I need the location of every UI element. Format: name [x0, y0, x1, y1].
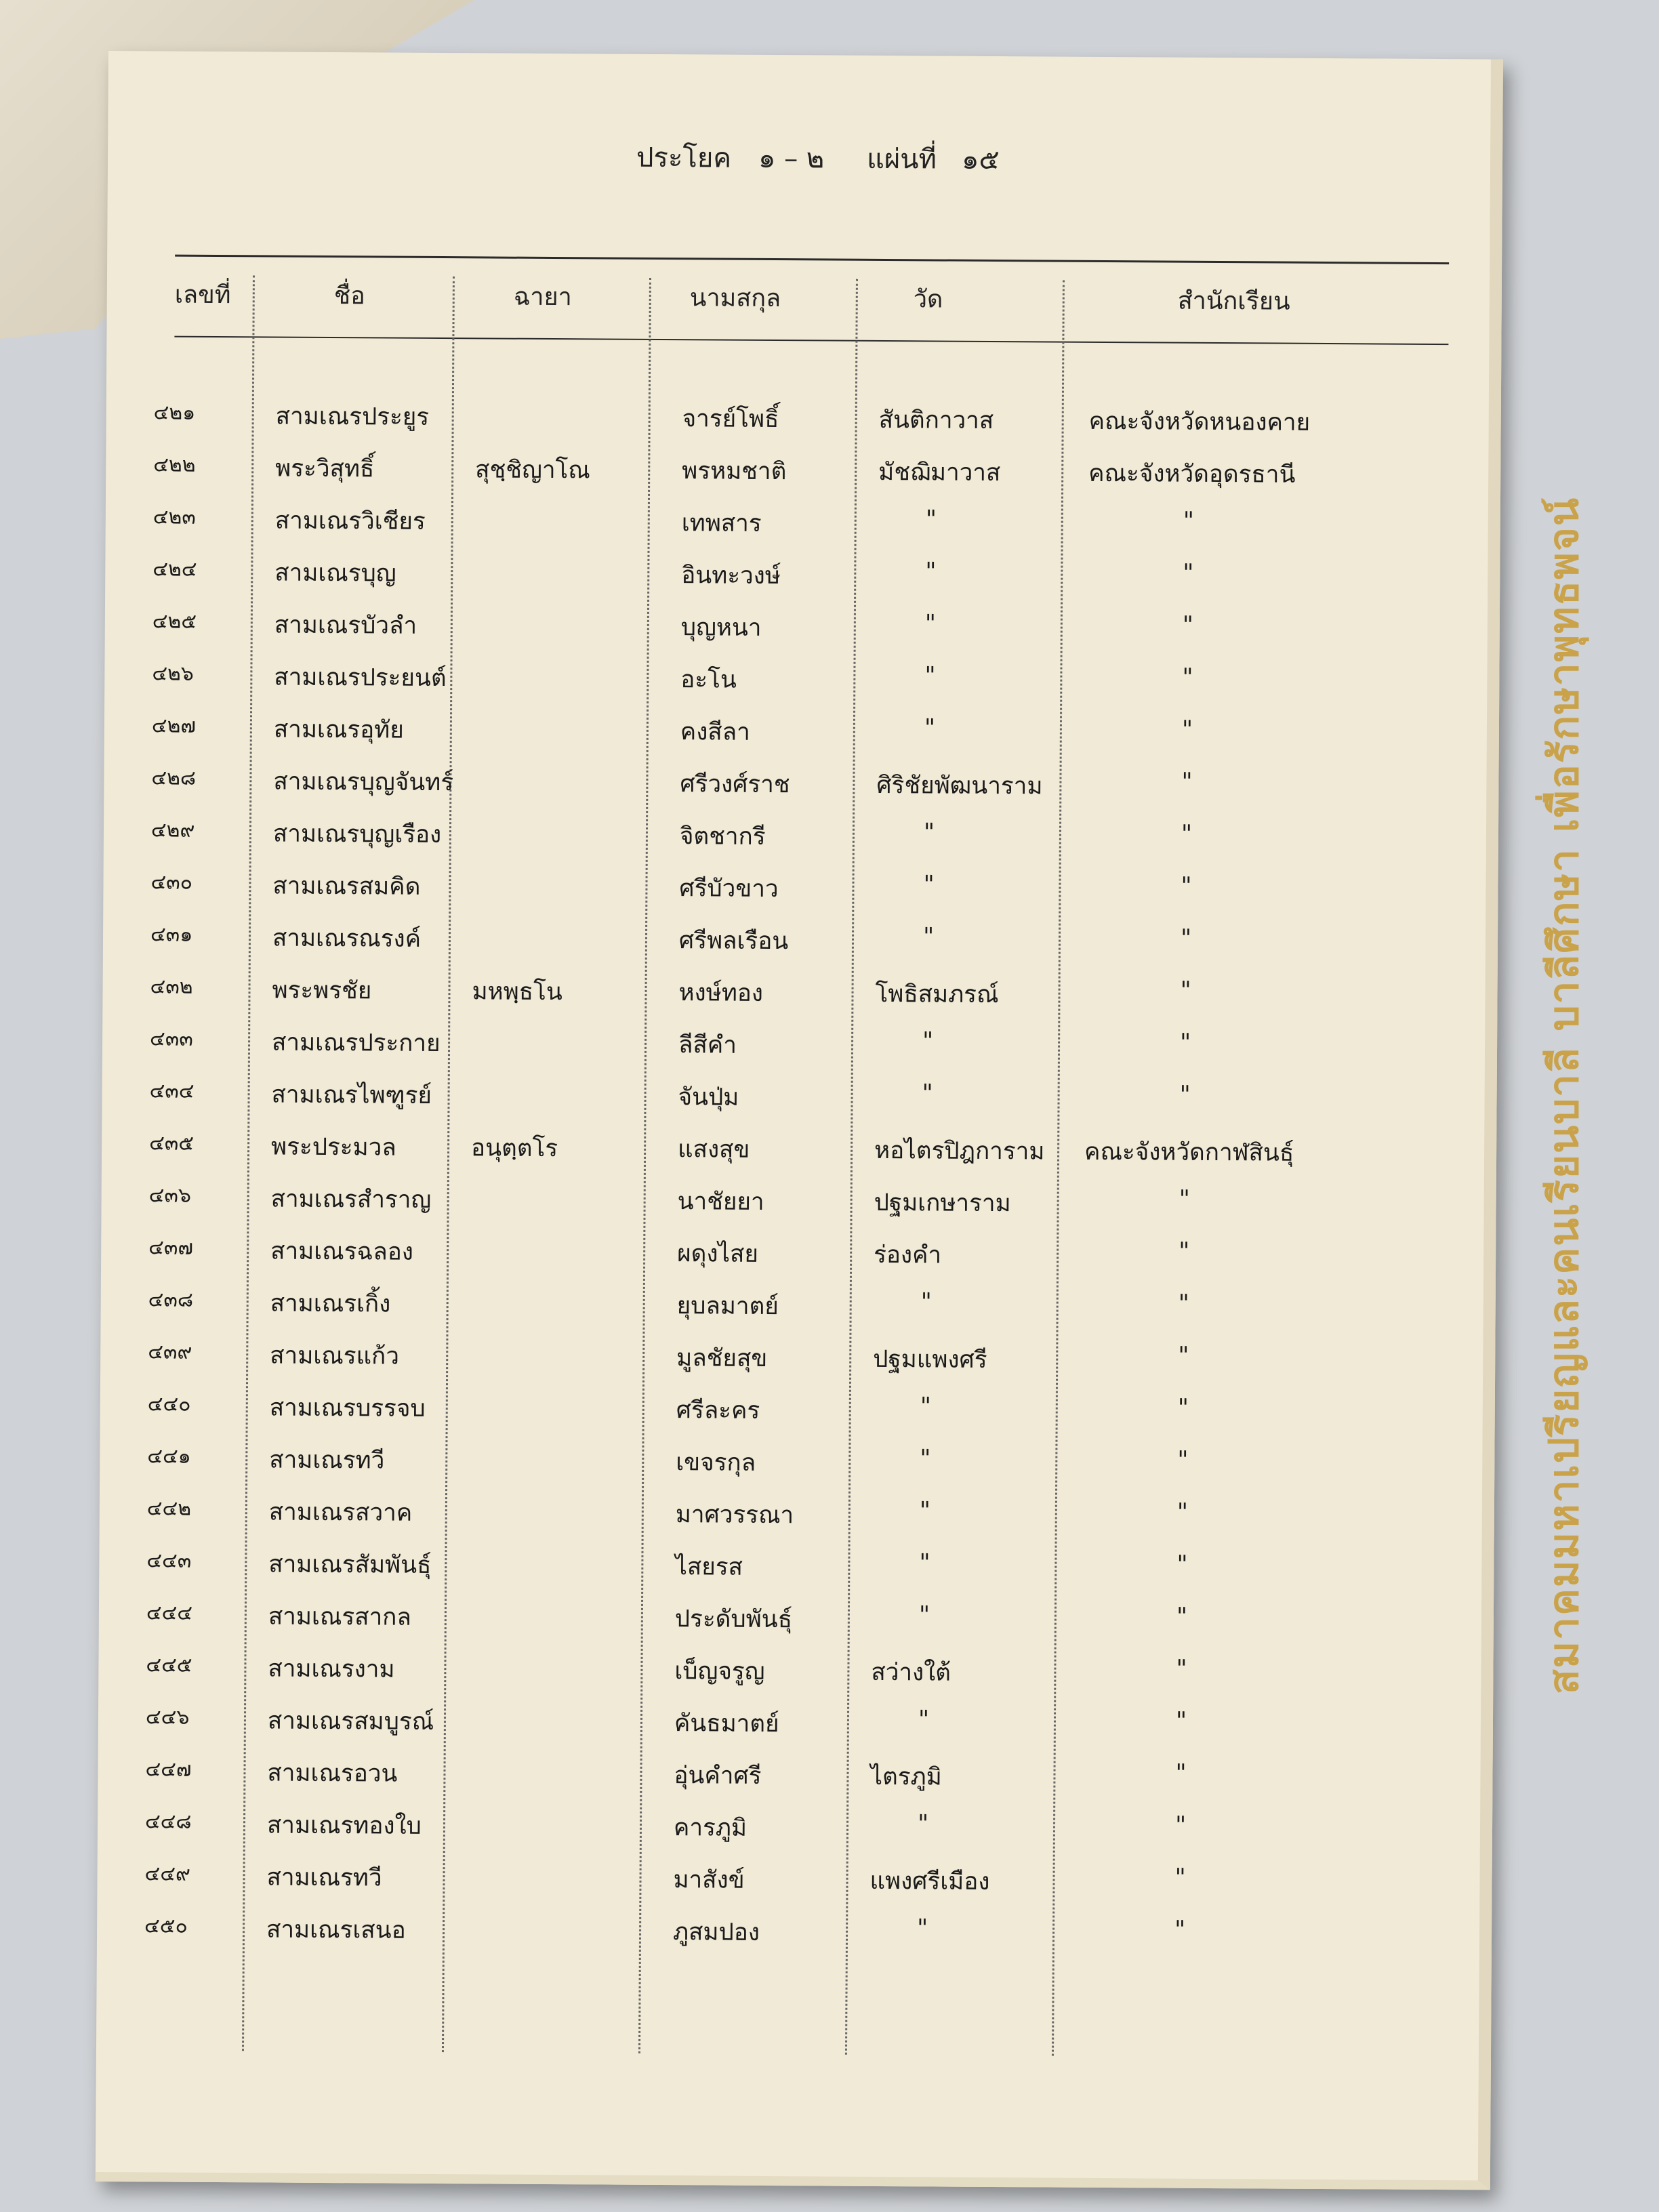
cell-school: คณะจังหวัดกาฬสินธุ์ [1084, 1138, 1294, 1167]
table-row [101, 1231, 1483, 1280]
cell-school: คณะจังหวัดหนองคาย [1088, 407, 1311, 436]
cell-surname: เบ็ญจรูญ [674, 1658, 765, 1685]
top-rule [175, 255, 1449, 264]
cell-name: สามเณรบรรจบ [269, 1394, 426, 1422]
header-sheet-number: ๑๕ [961, 144, 1000, 176]
header-level: ๑ – ๒ [758, 142, 825, 175]
col-header-school: สำนักเรียน [1177, 287, 1290, 316]
cell-wat: ศิริชัยพัฒนาราม [876, 771, 1043, 800]
cell-school: " [1176, 1655, 1187, 1683]
cell-name: สามเณรวิเชียร [274, 507, 426, 535]
cell-name: สามเณรเสนอ [266, 1916, 406, 1944]
table-row [100, 1388, 1483, 1437]
table-row [104, 657, 1487, 706]
cell-no: ๔๔๙ [144, 1862, 191, 1886]
cell-no: ๔๓๒ [150, 975, 193, 999]
cell-no: ๔๔๐ [147, 1392, 191, 1416]
cell-wat: " [924, 610, 937, 638]
page-header [108, 132, 1490, 176]
cell-school: " [1179, 1081, 1191, 1109]
table-row [97, 1858, 1479, 1906]
cell-no: ๔๔๔ [146, 1601, 193, 1625]
cell-no: ๔๓๙ [148, 1340, 192, 1364]
table-row [101, 1284, 1483, 1332]
cell-surname: ผดุงไสย [677, 1240, 759, 1268]
cell-name: สามเณรบัวลำ [274, 611, 417, 640]
cell-school: " [1175, 1759, 1187, 1787]
table-row [104, 814, 1486, 863]
table-row [98, 1753, 1480, 1802]
cell-surname: ยุบลมาตย์ [676, 1292, 779, 1321]
cell-no: ๔๒๑ [153, 401, 196, 425]
cell-school: " [1174, 1916, 1186, 1944]
cell-school: " [1180, 924, 1192, 952]
col-header-name: ชื่อ [333, 282, 365, 310]
table-row [105, 553, 1488, 602]
cell-surname: คารภูมิ [673, 1814, 747, 1842]
cell-surname: ไสยรส [675, 1553, 743, 1581]
cell-wat: " [923, 819, 935, 846]
cell-name: สามเณรประยนต์ [274, 663, 447, 693]
cell-name: สามเณรอุทัย [273, 716, 404, 744]
cell-surname: ประดับพันธุ์ [674, 1605, 793, 1634]
cell-name: สามเณรสากล [268, 1603, 411, 1631]
cell-wat: หอไตรปิฎการาม [874, 1136, 1045, 1166]
cell-no: ๔๒๒ [153, 453, 196, 477]
table-row [102, 970, 1485, 1019]
cell-name: สามเณรบุญเรือง [272, 820, 442, 849]
cell-school: " [1177, 1446, 1189, 1474]
table-row [102, 1023, 1485, 1071]
cell-no: ๔๓๑ [150, 922, 193, 947]
table-row [99, 1544, 1481, 1593]
cell-wat: ปฐมแพงศรี [873, 1345, 987, 1374]
cell-no: ๔๔๗ [145, 1757, 192, 1782]
cell-school: " [1179, 1185, 1190, 1213]
table-row [97, 1910, 1479, 1959]
cell-wat: " [925, 558, 937, 586]
cell-surname: คงสีลา [680, 718, 750, 746]
cell-name: สามเณรบุญ [274, 559, 396, 588]
table-row [98, 1805, 1480, 1854]
cell-wat: " [920, 1393, 932, 1420]
cell-wat: " [925, 506, 937, 533]
cell-name: สามเณรสัมพันธุ์ [268, 1551, 432, 1579]
table-row [104, 710, 1487, 758]
table-row [100, 1440, 1482, 1489]
cell-chaya: อนุตฺตโร [470, 1134, 558, 1163]
cell-no: ๔๒๕ [152, 609, 197, 634]
col-header-surname: นามสกุล [689, 284, 781, 313]
table-row [105, 605, 1488, 654]
cell-school: " [1174, 1864, 1186, 1891]
cell-school: " [1176, 1603, 1188, 1631]
cell-no: ๔๓๖ [148, 1183, 192, 1208]
cell-name: สามเณรงาม [268, 1655, 395, 1683]
cell-wat: " [922, 923, 935, 951]
cell-wat: " [920, 1445, 931, 1473]
table-row [99, 1597, 1481, 1645]
cell-wat: มัชฌิมาวาส [878, 458, 1001, 487]
cell-name: สามเณรแก้ว [270, 1342, 400, 1370]
cell-surname: อินทะวงษ์ [681, 562, 781, 590]
cell-surname: จิตชากรี [679, 823, 766, 851]
cell-no: ๔๔๕ [146, 1653, 192, 1677]
cell-surname: มูลชัยสุข [676, 1345, 768, 1372]
cell-no: ๔๒๓ [152, 505, 196, 529]
cell-wat: " [922, 1027, 934, 1055]
cell-no: ๔๓๐ [150, 870, 193, 895]
cell-wat: แพงศรีเมือง [869, 1867, 990, 1896]
cell-wat: ปฐมเกษาราม [874, 1189, 1011, 1218]
cell-surname: พรหมชาติ [682, 457, 787, 486]
cell-name: สามเณรประกาย [271, 1029, 441, 1058]
cell-chaya: สุชฺชิญาโณ [475, 456, 590, 485]
col-header-wat: วัด [913, 285, 943, 314]
cell-wat: " [916, 1914, 928, 1942]
cell-no: ๔๔๑ [147, 1444, 191, 1469]
table-row [102, 1075, 1484, 1124]
cell-school: " [1182, 663, 1193, 691]
cell-surname: มาศวรรณา [675, 1501, 794, 1530]
cell-no: ๔๕๐ [144, 1914, 188, 1938]
cell-surname: ศรีวงศ์ราช [680, 771, 790, 799]
cell-surname: ศรีบัวขาว [679, 875, 779, 903]
cell-surname: ศรีละคร [676, 1397, 760, 1425]
cell-name: สามเณรทวี [269, 1446, 385, 1475]
cell-surname: เทพสาร [681, 510, 762, 537]
cell-wat: ร่องคำ [874, 1241, 942, 1269]
cell-school: " [1174, 1811, 1187, 1839]
cell-name: สามเณรบุญจันทร์ [273, 768, 454, 797]
cell-school: คณะจังหวัดอุดรธานี [1088, 459, 1296, 489]
cell-wat: ไตรภูมิ [870, 1763, 942, 1791]
cell-no: ๔๔๓ [146, 1549, 192, 1573]
header-sheet-label: แผ่นที่ [866, 143, 937, 176]
document-page [96, 51, 1503, 2190]
cell-name: สามเณรประยูร [275, 403, 430, 431]
cell-school: " [1181, 716, 1193, 743]
cell-wat: " [923, 871, 935, 899]
cell-school: " [1183, 559, 1194, 587]
cell-school: " [1177, 1394, 1189, 1422]
cell-school: " [1181, 872, 1192, 900]
cell-school: " [1176, 1551, 1188, 1578]
cell-name: สามเณรทวี [266, 1864, 382, 1892]
cell-name: สามเณรเกิ้ง [270, 1290, 391, 1318]
table-row [106, 449, 1488, 497]
cell-wat: " [924, 662, 936, 690]
cell-school: " [1175, 1707, 1187, 1735]
cell-wat: " [919, 1497, 931, 1525]
cell-wat: " [919, 1549, 930, 1577]
cell-school: " [1179, 1029, 1191, 1057]
cell-no: ๔๒๙ [150, 818, 195, 842]
cell-name: สามเณรไพฑูรย์ [271, 1081, 432, 1109]
cell-wat: " [918, 1601, 930, 1629]
table-row [103, 918, 1486, 967]
cell-surname: แสงสุข [677, 1136, 750, 1164]
cell-surname: บุญหนา [680, 614, 762, 642]
cell-no: ๔๓๗ [148, 1235, 194, 1260]
cell-name: พระวิสุทธิ์ [275, 455, 375, 483]
cell-wat: " [920, 1288, 932, 1316]
table-row [100, 1336, 1483, 1385]
cell-no: ๔๒๖ [152, 661, 194, 686]
watermark-text: สมาคมมหาเปรียญและคนเรียนบาลี บาลีศึกษา เพื่อรักษาพุทธพจน์ [1540, 496, 1588, 1694]
cell-surname: เขจรกุล [676, 1449, 756, 1477]
table-row [98, 1649, 1481, 1698]
cell-school: " [1182, 611, 1194, 639]
cell-school: " [1178, 1290, 1189, 1317]
cell-no: ๔๓๔ [149, 1079, 194, 1103]
table-row [106, 396, 1489, 445]
cell-surname: มาสังข์ [673, 1866, 745, 1894]
cell-no: ๔๔๘ [144, 1809, 192, 1834]
cell-surname: จารย์โพธิ์ [682, 405, 779, 434]
cell-wat: " [924, 714, 936, 742]
table-row [101, 1179, 1483, 1228]
cell-surname: นาชัยยา [677, 1188, 764, 1216]
cell-name: สามเณรสำราญ [270, 1185, 432, 1214]
cell-chaya: มหพฺธโน [472, 978, 562, 1006]
cell-wat: " [918, 1706, 930, 1734]
col-header-chaya: ฉายา [513, 283, 572, 312]
cell-school: " [1180, 977, 1191, 1004]
cell-school: " [1181, 820, 1193, 848]
table-row [100, 1492, 1482, 1541]
cell-no: ๔๒๔ [152, 557, 197, 581]
table-row [98, 1701, 1481, 1750]
table-row [106, 501, 1488, 550]
cell-surname: ลีสีคำ [678, 1031, 737, 1059]
cell-surname: จันปุ่ม [678, 1084, 739, 1111]
cell-name: สามเณรทองใบ [266, 1811, 422, 1840]
cell-wat: สว่างใต้ [871, 1658, 951, 1687]
cell-school: " [1181, 768, 1193, 796]
col-header-no: เลขที่ [174, 281, 231, 310]
cell-surname: ภูสมปอง [672, 1919, 760, 1946]
cell-name: สามเณรสวาค [268, 1498, 413, 1527]
cell-no: ๔๔๒ [146, 1496, 192, 1521]
cell-wat: สันติกาวาส [878, 406, 994, 434]
cell-no: ๔๓๓ [149, 1027, 193, 1051]
cell-no: ๔๓๘ [148, 1288, 194, 1312]
cell-name: สามเณรสมคิด [272, 872, 421, 901]
cell-no: ๔๔๖ [145, 1705, 190, 1729]
table-row [104, 762, 1486, 811]
cell-school: " [1176, 1498, 1189, 1526]
cell-surname: ศรีพลเรือน [678, 927, 789, 956]
cell-name: พระประมวล [271, 1133, 396, 1162]
cell-wat: " [917, 1810, 929, 1838]
cell-name: สามเณรฉลอง [270, 1237, 414, 1266]
cell-wat: " [922, 1080, 933, 1107]
table-row [103, 866, 1486, 915]
table-row [102, 1127, 1484, 1176]
header-rule [174, 336, 1448, 345]
cell-name: สามเณรอวน [267, 1759, 398, 1788]
cell-surname: อุ่นคำศรี [674, 1762, 762, 1790]
cell-no: ๔๒๗ [151, 714, 197, 738]
cell-school: " [1183, 507, 1195, 535]
cell-surname: หงษ์ทอง [678, 979, 764, 1007]
cell-name: พระพรชัย [272, 977, 372, 1005]
cell-surname: อะโน [680, 666, 737, 694]
cell-surname: คันธมาตย์ [674, 1710, 779, 1738]
cell-school: " [1179, 1237, 1190, 1265]
cell-no: ๔๒๘ [151, 766, 197, 790]
cell-name: สามเณรณรงค์ [272, 924, 422, 953]
cell-wat: โพธิสมภรณ์ [875, 980, 999, 1009]
header-prayok-label: ประโยค [636, 142, 732, 174]
cell-no: ๔๓๕ [149, 1131, 194, 1155]
cell-name: สามเณรสมบูรณ์ [267, 1707, 434, 1736]
cell-school: " [1178, 1342, 1189, 1370]
